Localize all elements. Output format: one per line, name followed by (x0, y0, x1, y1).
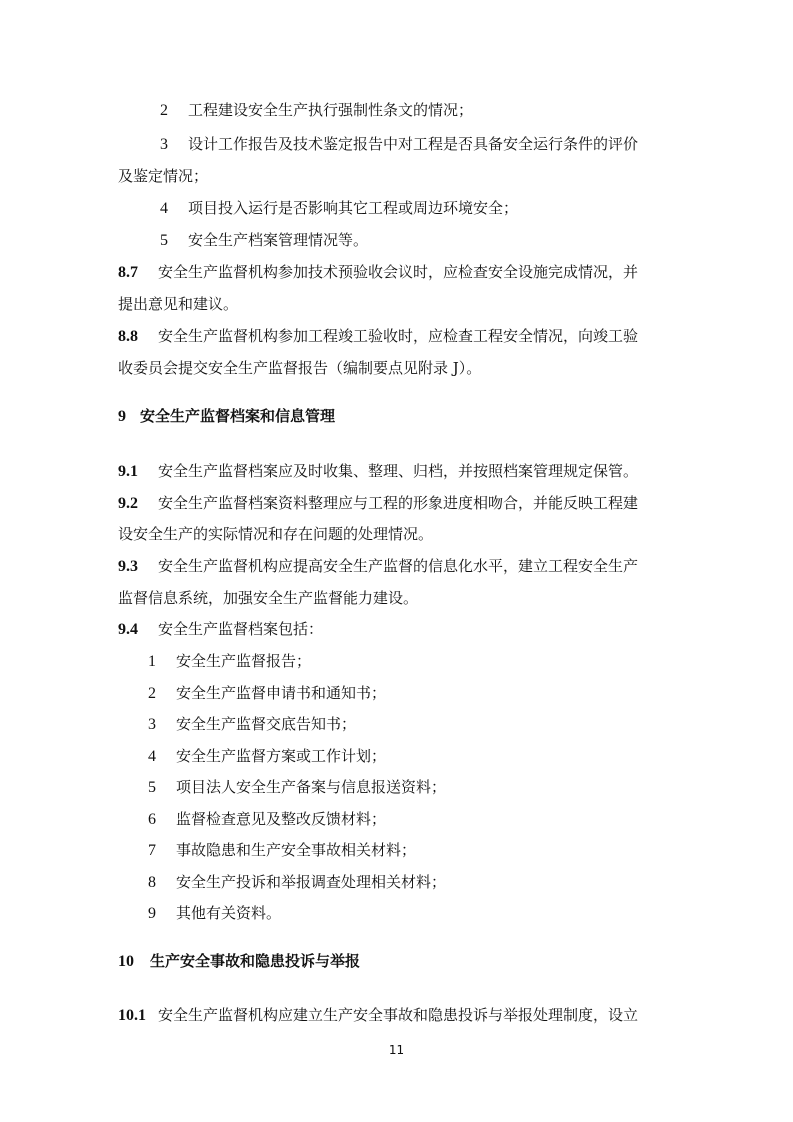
clause-text: 安全生产监督机构参加工程竣工验收时，应检查工程安全情况，向竣工验 (158, 327, 639, 345)
list-text: 安全生产监督报告； (176, 652, 312, 670)
clause-9-2-cont: 设安全生产的实际情况和存在问题的处理情况。 (118, 525, 434, 543)
section-number: 9 (118, 408, 126, 425)
clause-8-8 (118, 326, 638, 347)
clause-text: 安全生产监督机构应提高安全生产监督的信息化水平，建立工程安全生产 (158, 557, 639, 575)
list-text: 安全生产监督交底告知书； (176, 715, 357, 733)
list-text: 项目法人安全生产备案与信息报送资料； (176, 778, 447, 796)
clause-text: 安全生产监督档案应及时收集、整理、归档，并按照档案管理规定保管。 (158, 462, 639, 480)
list-text: 安全生产投诉和举报调查处理相关材料； (176, 873, 447, 891)
list-item (148, 746, 386, 767)
list-text: 安全生产监督申请书和通知书； (176, 684, 387, 702)
clause-number: 9.3 (118, 558, 138, 575)
list-text: 安全生产监督方案或工作计划； (176, 747, 387, 765)
clause-text: 安全生产监督机构应建立生产安全事故和隐患投诉与举报处理制度，设立 (158, 1006, 639, 1024)
list-number: 2 (148, 685, 156, 702)
section-title: 生产安全事故和隐患投诉与举报 (150, 952, 361, 970)
list-text: 安全生产档案管理情况等。 (188, 231, 369, 249)
list-number: 8 (148, 874, 156, 891)
list-item (148, 872, 446, 893)
list-item-continuation: 及鉴定情况； (118, 167, 209, 185)
list-number: 5 (148, 779, 156, 796)
clause-9-1 (118, 461, 638, 482)
clause-number: 9.4 (118, 621, 138, 638)
clause-9-2 (118, 493, 638, 514)
list-item (148, 777, 446, 798)
list-number: 1 (148, 653, 156, 670)
list-item (148, 683, 386, 704)
clause-number: 8.7 (118, 264, 138, 281)
clause-number: 9.2 (118, 495, 138, 512)
list-text: 项目投入运行是否影响其它工程或周边环境安全； (188, 199, 519, 217)
list-item (160, 134, 638, 155)
clause-9-4 (118, 619, 323, 640)
clause-9-3-cont: 监督信息系统，加强安全生产监督能力建设。 (118, 589, 419, 607)
list-item (148, 840, 416, 861)
list-number: 3 (160, 136, 168, 153)
list-text: 监督检查意见及整改反馈材料； (176, 810, 387, 828)
list-number: 3 (148, 716, 156, 733)
clause-number: 9.1 (118, 463, 138, 480)
list-number: 7 (148, 842, 156, 859)
clause-text: 安全生产监督档案包括： (158, 620, 324, 638)
clause-9-3 (118, 556, 638, 577)
section-heading-9 (118, 406, 335, 427)
list-item (160, 198, 518, 219)
list-item (148, 651, 311, 672)
clause-10-1 (118, 1005, 638, 1026)
list-number: 6 (148, 811, 156, 828)
list-item (160, 100, 473, 121)
clause-text: 安全生产监督机构参加技术预验收会议时，应检查安全设施完成情况，并 (158, 263, 639, 281)
list-number: 5 (160, 232, 168, 249)
section-title: 安全生产监督档案和信息管理 (140, 407, 336, 425)
clause-8-7 (118, 262, 638, 283)
section-heading-10 (118, 951, 360, 972)
list-text: 事故隐患和生产安全事故相关材料； (176, 841, 417, 859)
section-number: 10 (118, 953, 134, 970)
list-number: 2 (160, 102, 168, 119)
list-text: 设计工作报告及技术鉴定报告中对工程是否具备安全运行条件的评价 (188, 135, 639, 153)
list-item (148, 903, 281, 924)
page-number: 11 (388, 1043, 405, 1057)
clause-8-7-cont: 提出意见和建议。 (118, 295, 239, 313)
list-item (148, 714, 356, 735)
clause-number: 8.8 (118, 328, 138, 345)
list-number: 4 (160, 200, 168, 217)
list-number: 4 (148, 748, 156, 765)
clause-8-8-cont: 收委员会提交安全生产监督报告（编制要点见附录 J）。 (118, 359, 482, 377)
list-text: 工程建设安全生产执行强制性条文的情况； (188, 101, 474, 119)
list-item (148, 809, 386, 830)
clause-number: 10.1 (118, 1007, 146, 1024)
list-item (160, 230, 368, 251)
list-number: 9 (148, 905, 156, 922)
list-text: 其他有关资料。 (176, 904, 282, 922)
clause-text: 安全生产监督档案资料整理应与工程的形象进度相吻合，并能反映工程建 (158, 494, 639, 512)
